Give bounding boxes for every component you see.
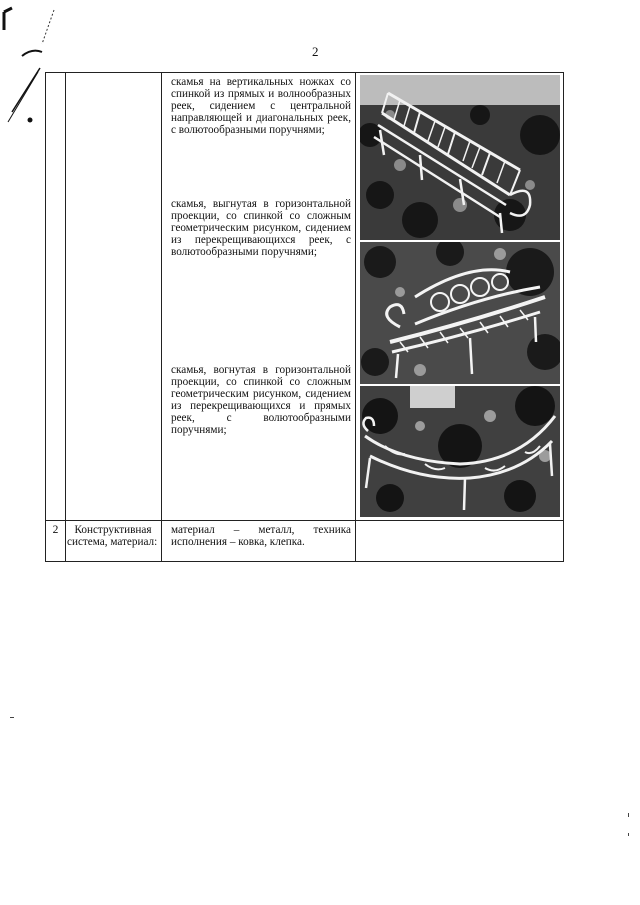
scan-dust-mark <box>10 717 14 718</box>
photo-straight-bench <box>360 75 560 240</box>
bench-description: скамья, выгнутая в горизонтальной проекции, со спинкой со сложным геометрическим рисунком, сидением из перекрещивающихся реек, с волютообразными поручнями; <box>171 198 351 259</box>
material-description: материал – металл, техника исполнения – ковка, клепка. <box>171 524 351 549</box>
row-name: Конструктивная система, материал: <box>67 524 158 549</box>
document-table <box>45 72 564 562</box>
photo-concave-curved-bench <box>360 386 560 517</box>
scan-dust-mark <box>628 833 629 836</box>
page-number: 2 <box>312 44 319 59</box>
photo-convex-curved-bench <box>360 242 560 384</box>
row-number: 2 <box>52 524 59 536</box>
bench-description: скамья на вертикальных ножках со спинкой из прямых и волнообразных реек, сидением с центральной направляющей и диагональных реек, с волютообразными поручнями; <box>171 76 351 137</box>
bench-description: скамья, вогнутая в горизонтальной проекции, со спинкой со сложным геометрическим рисунком, сидением из перекрещивающихся и прямых реек, с волютообразными поручнями; <box>171 364 351 437</box>
scan-dust-mark <box>628 813 629 817</box>
